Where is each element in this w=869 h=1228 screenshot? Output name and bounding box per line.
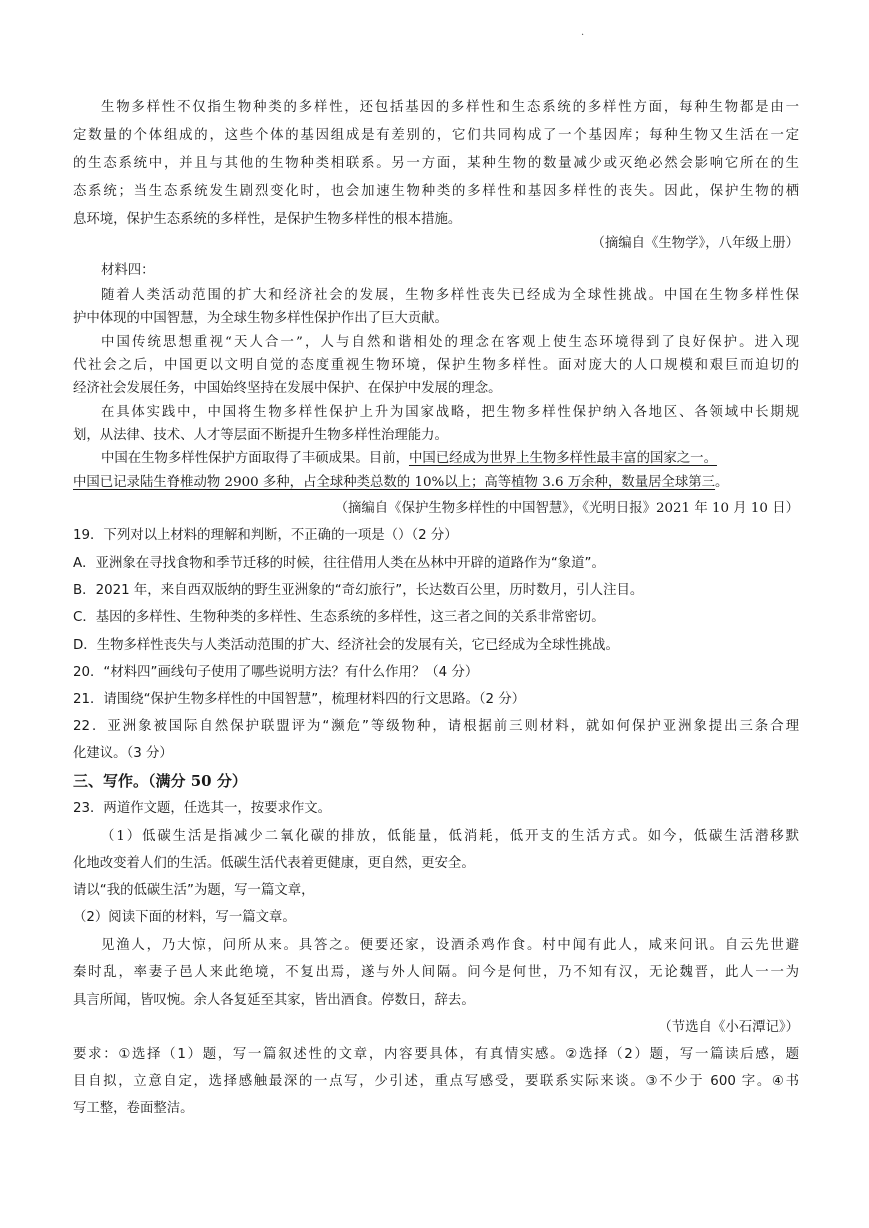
question-22-cont: 化建议。（3 分） <box>73 746 173 761</box>
material3-line: 的生态系统中，并且与其他的生物种类相联系。另一方面，某种生物的数量减少或灭绝必然会影响它所在的生 <box>73 156 799 171</box>
passage-line: 见渔人，乃大惊，问所从来。具答之。便要还家，设酒杀鸡作食。村中闻有此人，咸来问讯。自云先世避 <box>101 938 799 953</box>
material4-line: 随着人类活动范围的扩大和经济社会的发展，生物多样性丧失已经成为全球性挑战。中国在生物多样性保 <box>101 288 799 303</box>
material3-line: 息环境，保护生态系统的多样性，是保护生物多样性的根本措施。 <box>73 212 462 227</box>
material3-line: 态系统；当生态系统发生剧烈变化时，也会加速生物种类的多样性和基因多样性的丧失。因此，保护生物的栖 <box>73 184 799 199</box>
material4-line <box>73 474 799 492</box>
option2-heading: （2）阅读下面的材料，写一篇文章。 <box>73 910 296 925</box>
underlined-sentence: 中国已记录陆生脊椎动物 2900 多种，占全球种类总数的 10%以上；高等植物 3.6 万余种，数量居全球第三 <box>73 475 716 490</box>
header-mark: · <box>581 30 585 41</box>
material4-line: 中国传统思想重视“天人合一”，人与自然和谐相处的理念在客观上使生态环境得到了良好保护。进入现 <box>101 335 799 350</box>
material3-line: 定数量的个体组成的，这些个体的基因组成是有差别的，它们共同构成了一个基因库；每种生物又生活在一定 <box>73 128 799 143</box>
material4-line: 划，从法律、技术、人才等层面不断提升生物多样性治理能力。 <box>73 428 448 443</box>
material4-line: 经济社会发展任务，中国始终坚持在发展中保护、在保护中发展的理念。 <box>73 381 502 396</box>
question-23: 23．两道作文题，任选其一，按要求作文。 <box>73 801 332 816</box>
material4-line: 护中体现的中国智慧，为全球生物多样性保护作出了巨大贡献。 <box>73 311 448 326</box>
material4-line: 在具体实践中，中国将生物多样性保护上升为国家战略，把生物多样性保护纳入各地区、各领域中长期规 <box>101 405 799 420</box>
q19-option-d: D．生物多样性丧失与人类活动范围的扩大、经济社会的发展有关，它已经成为全球性挑战。 <box>73 638 619 653</box>
question-21: 21．请围绕“保护生物多样性的中国智慧”，梳理材料四的行文思路。（2 分） <box>73 692 526 707</box>
option1-line: 化地改变着人们的生活。低碳生活代表着更健康，更自然，更安全。 <box>73 856 475 871</box>
material4-plain-text: 中国在生物多样性保护方面取得了丰硕成果。目前， <box>101 451 409 466</box>
passage-line: 具言所闻，皆叹惋。余人各复延至其家，皆出酒食。停数日，辞去。 <box>73 993 475 1008</box>
material4-label: 材料四： <box>101 263 155 278</box>
material4-source: （摘编自《保护生物多样性的中国智慧》，《光明日报》2021 年 10 月 10 日） <box>334 501 799 516</box>
underlined-sentence: 中国已经成为世界上生物多样性最丰富的国家之一。 <box>408 451 717 466</box>
requirement-line: 写工整，卷面整洁。 <box>73 1101 194 1116</box>
q19-option-a: A．亚洲象在寻找食物和季节迁移的时候，往往借用人类在丛林中开辟的道路作为“象道”。 <box>73 556 605 571</box>
section-title: 三、写作。（满分 50 分） <box>73 772 247 790</box>
material3-line: 生物多样性不仅指生物种类的多样性，还包括基因的多样性和生态系统的多样性方面，每种生物都是由一 <box>101 100 799 115</box>
option1-prompt: 请以“我的低碳生活”为题，写一篇文章， <box>73 883 315 898</box>
question-20: 20．“材料四”画线句子使用了哪些说明方法？有什么作用？（4 分） <box>73 665 479 680</box>
q19-option-c: C．基因的多样性、生物种类的多样性、生态系统的多样性，这三者之间的关系非常密切。 <box>73 610 605 625</box>
requirement-line: 要求：①选择（1）题，写一篇叙述性的文章，内容要具体，有真情实感。②选择（2）题，写一篇读后感，题 <box>73 1047 799 1062</box>
passage-source: （节选自《小石潭记》） <box>658 1020 799 1035</box>
requirement-line: 目自拟，立意自定，选择感触最深的一点写，少引述，重点写感受，要联系实际来谈。③不少于 600 字。④书 <box>73 1074 799 1089</box>
material4-line <box>101 450 799 468</box>
question-22: 22．亚洲象被国际自然保护联盟评为“濒危”等级物种，请根据前三则材料，就如何保护亚洲象提出三条合理 <box>73 719 799 734</box>
passage-line: 秦时乱，率妻子邑人来此绝境，不复出焉，遂与外人间隔。问今是何世，乃不知有汉，无论魏晋，此人一一为 <box>73 965 799 980</box>
q19-option-b: B．2021 年，来自西双版纳的野生亚洲象的“奇幻旅行”，长达数百公里，历时数月，引人注目。 <box>73 583 644 598</box>
material4-plain-text: 。 <box>715 475 729 490</box>
material3-source: （摘编自《生物学》，八年级上册） <box>591 236 799 251</box>
question-19: 19．下列对以上材料的理解和判断，不正确的一项是（）（2 分） <box>73 528 458 543</box>
material4-line: 代社会之后，中国更以文明自觉的态度重视生物环境，保护生物多样性。面对庞大的人口规模和艰巨而迫切的 <box>73 358 799 373</box>
option1-line: （1）低碳生活是指减少二氧化碳的排放，低能量，低消耗，低开支的生活方式。如今，低碳生活潜移默 <box>101 829 799 844</box>
